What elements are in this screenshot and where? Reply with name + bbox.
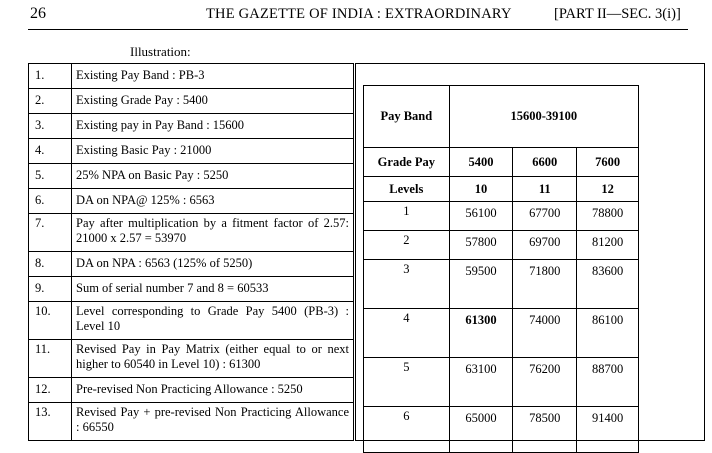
matrix-row <box>364 231 639 260</box>
matrix-index: 6 <box>364 407 450 453</box>
step-text: Sum of serial number 7 and 8 = 60533 <box>72 277 354 302</box>
matrix-value: 78800 <box>577 202 639 231</box>
grade-pay-value: 6600 <box>513 148 577 177</box>
step-number: 8. <box>29 252 72 277</box>
step-number: 7. <box>29 214 72 252</box>
matrix-value: 88700 <box>577 358 639 407</box>
matrix-value: 69700 <box>513 231 577 260</box>
matrix-value: 65000 <box>449 407 513 453</box>
matrix-row <box>364 202 639 231</box>
step-row <box>29 189 354 214</box>
matrix-value: 76200 <box>513 358 577 407</box>
matrix-value: 83600 <box>577 260 639 309</box>
step-text: Revised Pay + pre-revised Non Practicing Allowance : 66550 <box>72 403 354 441</box>
step-text: Existing pay in Pay Band : 15600 <box>72 114 354 139</box>
step-number: 6. <box>29 189 72 214</box>
matrix-value: 56100 <box>449 202 513 231</box>
matrix-row <box>364 260 639 309</box>
step-number: 2. <box>29 89 72 114</box>
pay-band-label: Pay Band <box>364 86 450 148</box>
matrix-value: 74000 <box>513 309 577 358</box>
step-row <box>29 277 354 302</box>
gazette-title: THE GAZETTE OF INDIA : EXTRAORDINARY <box>206 6 512 22</box>
step-number: 4. <box>29 139 72 164</box>
matrix-value: 63100 <box>449 358 513 407</box>
step-row <box>29 89 354 114</box>
step-text: Existing Grade Pay : 5400 <box>72 89 354 114</box>
step-row <box>29 340 354 378</box>
step-row <box>29 164 354 189</box>
matrix-value: 57800 <box>449 231 513 260</box>
step-text: DA on NPA : 6563 (125% of 5250) <box>72 252 354 277</box>
step-text: Pre-revised Non Practicing Allowance : 5250 <box>72 378 354 403</box>
step-row <box>29 214 354 252</box>
matrix-value: 59500 <box>449 260 513 309</box>
step-text: Existing Basic Pay : 21000 <box>72 139 354 164</box>
matrix-value: 91400 <box>577 407 639 453</box>
step-number: 1. <box>29 64 72 89</box>
illustration-label: Illustration: <box>130 44 191 59</box>
matrix-index: 4 <box>364 309 450 358</box>
page-number: 26 <box>30 5 46 22</box>
step-number: 10. <box>29 302 72 340</box>
step-row <box>29 378 354 403</box>
grade-pay-value: 7600 <box>577 148 639 177</box>
matrix-value: 78500 <box>513 407 577 453</box>
step-row <box>29 114 354 139</box>
matrix-value: 67700 <box>513 202 577 231</box>
pay-matrix-table <box>363 85 639 453</box>
step-text: Level corresponding to Grade Pay 5400 (PB-3) : Level 10 <box>72 302 354 340</box>
level-value: 10 <box>449 177 513 202</box>
gazette-section: [PART II—SEC. 3(i)] <box>554 6 681 22</box>
step-number: 3. <box>29 114 72 139</box>
header-rule <box>28 29 688 30</box>
grade-pay-value: 5400 <box>449 148 513 177</box>
level-value: 11 <box>513 177 577 202</box>
step-text: Revised Pay in Pay Matrix (either equal to or next higher to 60540 in Level 10) : 61300 <box>72 340 354 378</box>
matrix-row <box>364 407 639 453</box>
matrix-index: 1 <box>364 202 450 231</box>
matrix-row <box>364 358 639 407</box>
step-row <box>29 139 354 164</box>
step-text: Existing Pay Band : PB-3 <box>72 64 354 89</box>
grade-pay-label: Grade Pay <box>364 148 450 177</box>
step-row <box>29 252 354 277</box>
level-value: 12 <box>577 177 639 202</box>
step-number: 12. <box>29 378 72 403</box>
illustration-steps-table <box>28 63 354 441</box>
matrix-row <box>364 309 639 358</box>
step-row <box>29 64 354 89</box>
matrix-value: 71800 <box>513 260 577 309</box>
step-number: 13. <box>29 403 72 441</box>
step-number: 11. <box>29 340 72 378</box>
matrix-value: 86100 <box>577 309 639 358</box>
matrix-index: 5 <box>364 358 450 407</box>
matrix-index: 3 <box>364 260 450 309</box>
levels-label: Levels <box>364 177 450 202</box>
matrix-value: 61300 <box>449 309 513 358</box>
matrix-value: 81200 <box>577 231 639 260</box>
step-text: Pay after multiplication by a fitment factor of 2.57: 21000 x 2.57 = 53970 <box>72 214 354 252</box>
step-text: 25% NPA on Basic Pay : 5250 <box>72 164 354 189</box>
step-text: DA on NPA@ 125% : 6563 <box>72 189 354 214</box>
step-row <box>29 302 354 340</box>
matrix-index: 2 <box>364 231 450 260</box>
step-number: 9. <box>29 277 72 302</box>
step-number: 5. <box>29 164 72 189</box>
step-row <box>29 403 354 441</box>
pay-band-value: 15600-39100 <box>449 86 638 148</box>
